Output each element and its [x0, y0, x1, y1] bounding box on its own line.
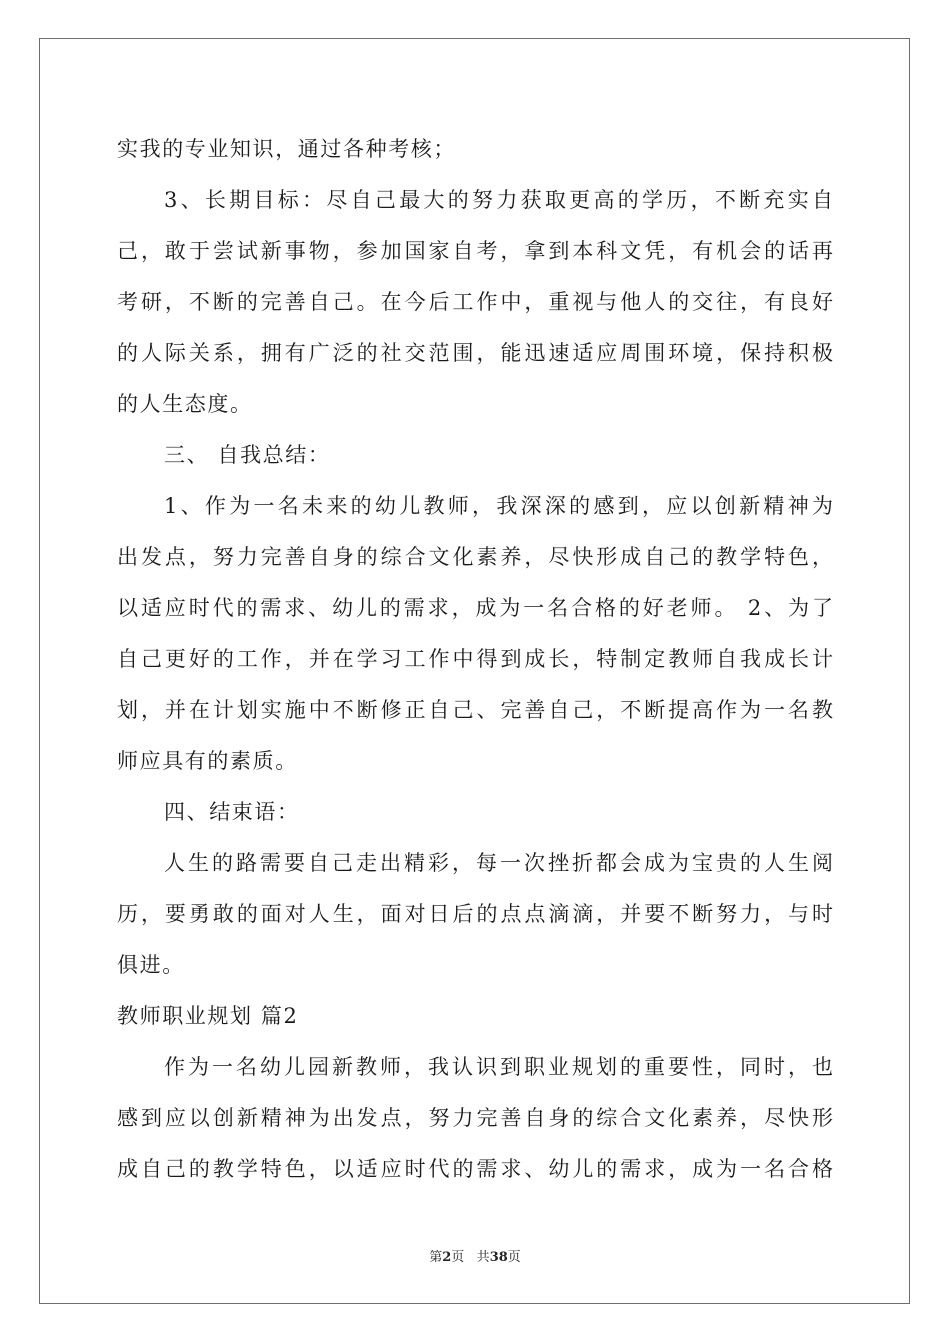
text-line: 成自己的教学特色，以适应时代的需求、幼儿的需求，成为一名合格 — [117, 1157, 833, 1181]
total-page-count: 38 — [489, 1250, 508, 1265]
text-line: 作为一名幼儿园新教师，我认识到职业规划的重要性，同时，也 — [164, 1055, 833, 1079]
text-line: 考研，不断的完善自己。在今后工作中，重视与他人的交往，有良好 — [117, 290, 833, 314]
footer-total-suffix: 页 — [507, 1250, 521, 1265]
text-line: 以适应时代的需求、幼儿的需求，成为一名合格的好老师。 2、为了 — [117, 596, 833, 620]
text-line: 的人际关系，拥有广泛的社交范围，能迅速适应周围环境，保持积极 — [117, 341, 833, 365]
footer-prefix: 第 — [429, 1250, 443, 1265]
current-page-number: 2 — [442, 1250, 452, 1265]
text-line: 实我的专业知识，通过各种考核； — [117, 137, 456, 161]
text-line: 的人生态度。 — [117, 392, 253, 416]
text-line: 出发点，努力完善自身的综合文化素养，尽快形成自己的教学特色， — [117, 545, 833, 569]
text-line: 人生的路需要自己走出精彩，每一次挫折都会成为宝贵的人生阅 — [164, 851, 833, 875]
text-line: 1、作为一名未来的幼儿教师，我深深的感到，应以创新精神为 — [164, 494, 833, 518]
text-line: 历，要勇敢的面对人生，面对日后的点点滴滴，并要不断努力，与时 — [117, 902, 833, 926]
text-line: 俱进。 — [117, 953, 185, 977]
text-line: 己，敢于尝试新事物，参加国家自考，拿到本科文凭，有机会的话再 — [117, 239, 833, 263]
footer-total-prefix: 共 — [476, 1250, 490, 1265]
text-line: 师应具有的素质。 — [117, 749, 298, 773]
text-line: 3、长期目标：尽自己最大的努力获取更高的学历，不断充实自 — [164, 188, 833, 212]
text-line: 四、结束语： — [164, 800, 300, 824]
text-line: 三、 自我总结： — [164, 443, 331, 467]
text-line: 划，并在计划实施中不断修正自己、完善自己，不断提高作为一名教 — [117, 698, 833, 722]
text-line: 教师职业规划 篇2 — [117, 1004, 299, 1028]
document-body — [117, 124, 833, 1195]
text-line: 自己更好的工作，并在学习工作中得到成长，特制定教师自我成长计 — [117, 647, 833, 671]
page-footer — [0, 1246, 950, 1265]
text-line: 感到应以创新精神为出发点，努力完善自身的综合文化素养，尽快形 — [117, 1106, 833, 1130]
footer-page-suffix: 页 — [451, 1250, 465, 1265]
